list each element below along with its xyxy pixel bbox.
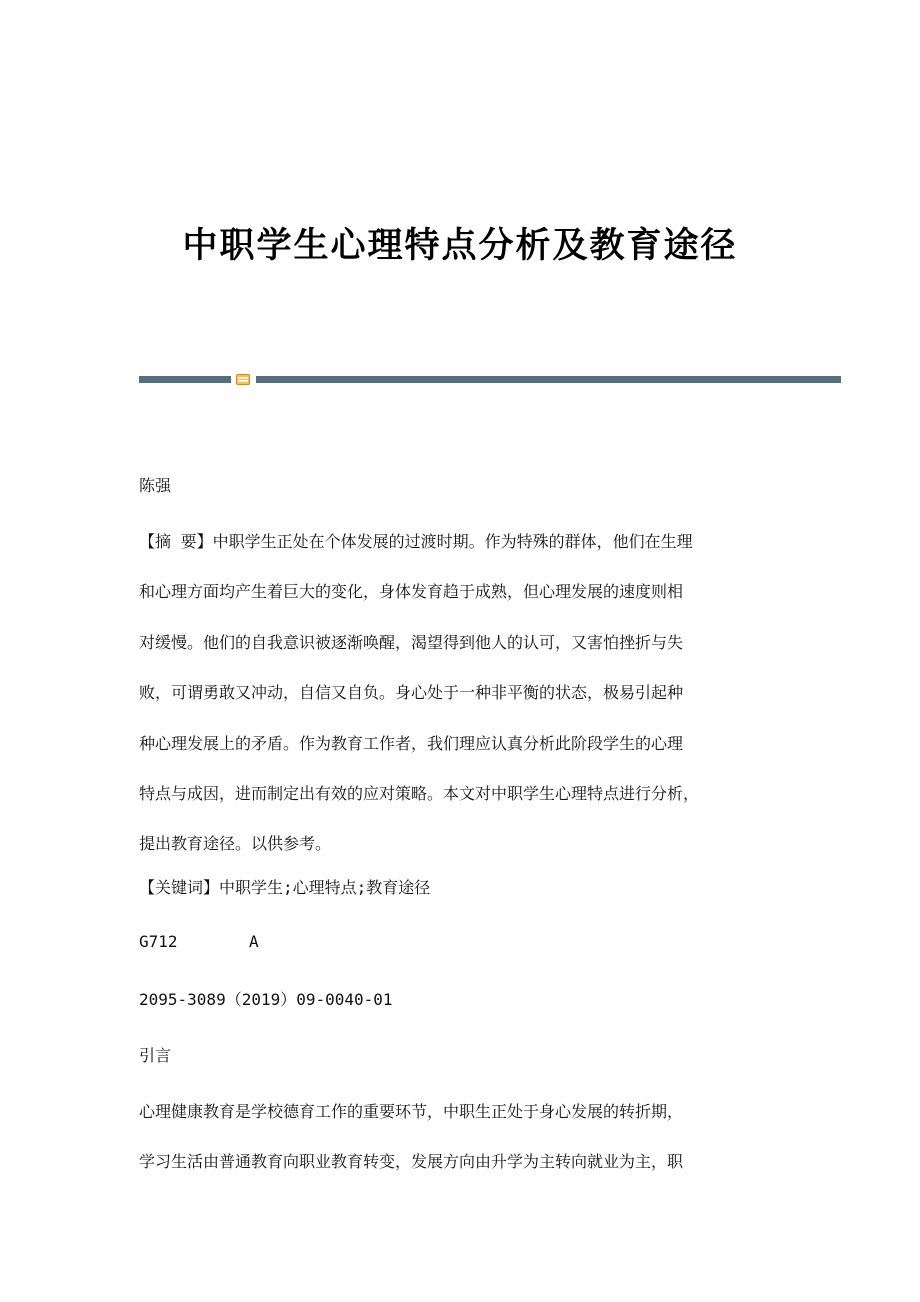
- intro-heading: 引言: [139, 1046, 172, 1065]
- abstract-line: 败，可谓勇敢又冲动，自信又自负。身心处于一种非平衡的状态，极易引起种: [139, 683, 684, 702]
- divider-bar-right: [256, 376, 841, 383]
- abstract-line: 对缓慢。他们的自我意识被逐渐唤醒，渴望得到他人的认可，又害怕挫折与失: [139, 633, 684, 652]
- keywords: 【关键词】中职学生;心理特点;教育途径: [139, 878, 431, 897]
- abstract-line: 提出教育途径。以供参考。: [139, 834, 332, 853]
- abstract-line: 种心理发展上的矛盾。作为教育工作者，我们理应认真分析此阶段学生的心理: [139, 734, 684, 753]
- author-name: 陈强: [139, 476, 172, 495]
- title-divider: [139, 374, 841, 385]
- document-title: 中职学生心理特点分析及教育途径: [182, 226, 738, 266]
- divider-bar-left: [139, 376, 231, 383]
- body-line: 心理健康教育是学校德育工作的重要环节，中职生正处于身心发展的转折期，: [139, 1102, 684, 1121]
- abstract-line: 【摘 要】中职学生正处在个体发展的过渡时期。作为特殊的群体，他们在生理: [139, 532, 693, 551]
- clc-number: G712: [139, 932, 178, 951]
- article-id: 2095-3089（2019）09-0040-01: [139, 990, 393, 1009]
- abstract-line: 特点与成因，进而制定出有效的应对策略。本文对中职学生心理特点进行分析，: [139, 784, 700, 803]
- document-code: A: [249, 932, 259, 951]
- body-line: 学习生活由普通教育向职业教育转变，发展方向由升学为主转向就业为主，职: [139, 1152, 684, 1171]
- abstract-line: 和心理方面均产生着巨大的变化，身体发育趋于成熟，但心理发展的速度则相: [139, 582, 684, 601]
- divider-ornament-icon: [236, 374, 250, 385]
